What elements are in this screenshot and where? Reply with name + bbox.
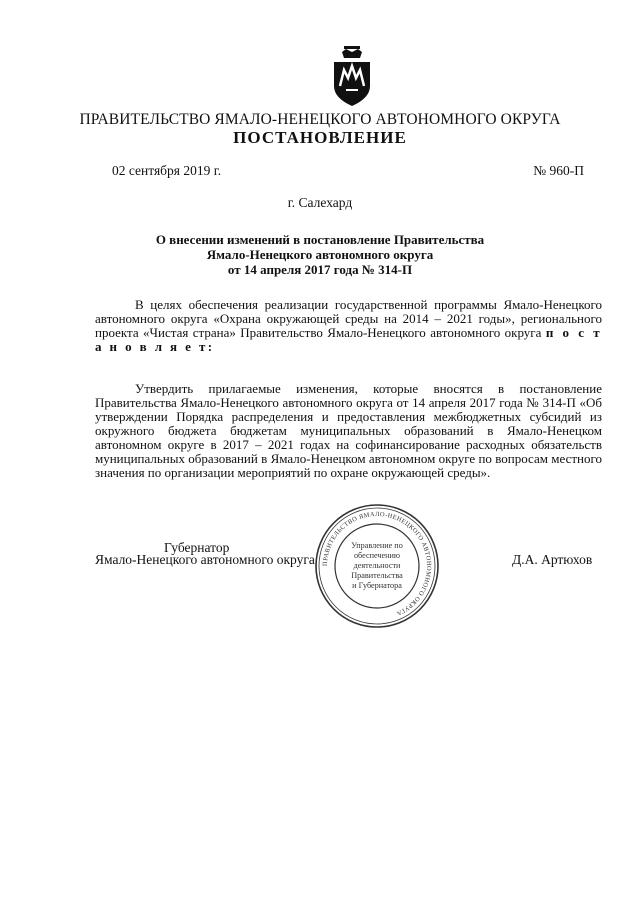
signatory-title: Губернатор (164, 540, 230, 555)
document-subject (0, 232, 640, 277)
document-number: № 960-П (533, 163, 584, 178)
resolution-paragraph: Утвердить прилагаемые изменения, которые вносятся в постановление Правительства Ямало-Ненецкого автономного округа от 14 апреля 2017 года № 314-П «Об утверждении Порядка распределения и предоставления межбюджетных субсидий из окружного бюджета бюджетам муниципальных образований в Ямало-Ненецком автономном округе в 2017 – 2021 годах на софинансирование расходных обязательств муниципальных образований в Ямало-Ненецком автономном округе по вопросам местного значения по организации мероприятий по охране окружающей среды». (95, 381, 602, 480)
stamp-line-4: Правительства (351, 571, 403, 580)
signatory-name: Д.А. Артюхов (512, 552, 593, 567)
document-type: ПОСТАНОВЛЕНИЕ (233, 128, 407, 147)
government-title: ПРАВИТЕЛЬСТВО ЯМАЛО-НЕНЕЦКОГО АВТОНОМНОГО ОКРУГА (79, 111, 561, 128)
subject-line-2: Ямало-Ненецкого автономного округа (206, 247, 434, 262)
preamble-text: В целях обеспечения реализации государственной программы Ямало-Ненецкого автономного округа «Охрана окружающей среды на 2014 – 2021 годы», регионального проекта «Чистая страна» Правительство Ямало-Ненецкого автономного округа (95, 297, 602, 340)
document-date: 02 сентября 2019 г. (112, 163, 222, 178)
stamp-line-5: и Губернатора (352, 581, 402, 590)
decree-word: п о с т а н о в л я е т: (95, 325, 603, 354)
stamp-line-1: Управление по (351, 541, 403, 550)
stamp-line-3: деятельности (353, 561, 401, 570)
stamp-line-2: обеспечению (353, 551, 401, 560)
document-city: г. Салехард (287, 195, 353, 210)
subject-line-1: О внесении изменений в постановление Правительства (155, 232, 485, 247)
stamp-ring-text: ПРАВИТЕЛЬСТВО ЯМАЛО-НЕНЕЦКОГО АВТОНОМНОГО ОКРУГА (321, 510, 433, 617)
subject-line-3: от 14 апреля 2017 года № 314-П (227, 262, 413, 277)
official-stamp-icon (313, 502, 441, 630)
preamble-paragraph (95, 298, 602, 354)
coat-of-arms-icon (330, 46, 374, 108)
signatory-region: Ямало-Ненецкого автономного округа (95, 552, 315, 567)
